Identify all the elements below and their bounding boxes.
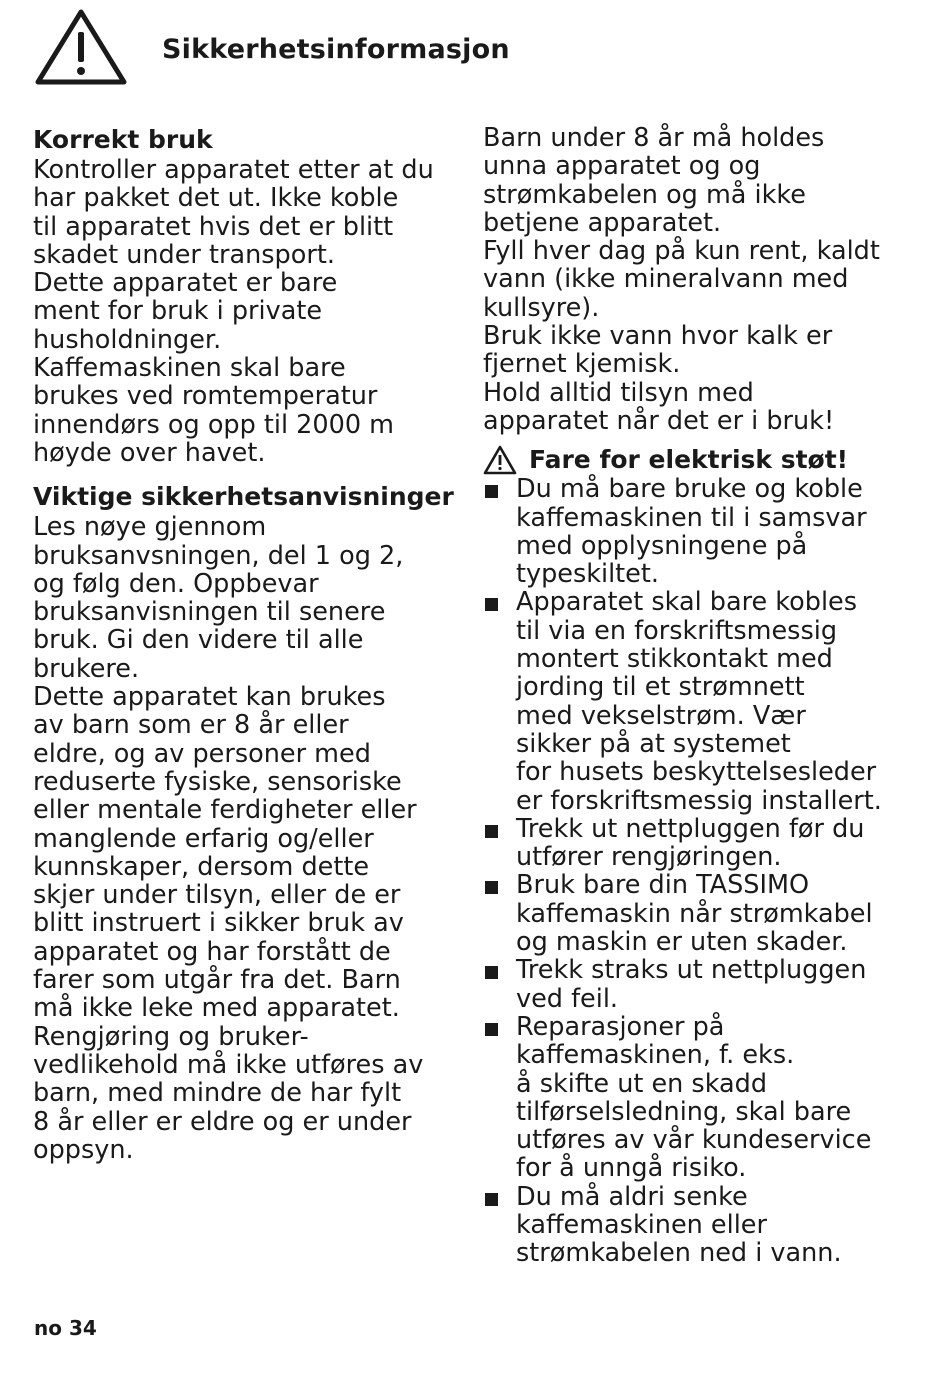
page-number: no 34 xyxy=(34,1316,97,1340)
section-heading-correct-use: Korrekt bruk xyxy=(33,125,213,154)
correct-use-text: Kontroller apparatet etter at du har pakket det ut. Ikke koble til apparatet hvis det er blitt skadet under transport. Dette apparatet er bare ment for bruk i private husholdninger. Kaffemaskinen skal bare brukes ved romtemperatur innendørs og opp til 2000 m høyde over havet. xyxy=(33,155,434,468)
electric-shock-bullet-list xyxy=(483,475,923,1267)
bullet-square-icon xyxy=(483,588,516,814)
list-item: Reparasjoner på kaffemaskinen, f. eks. å skifte ut en skadd tilførselsledning, skal bare utføres av vår kundeservice for å unngå risiko. xyxy=(483,1013,923,1183)
bullet-square-icon xyxy=(483,815,516,872)
page-title: Sikkerhetsinformasjon xyxy=(162,34,510,65)
right-column xyxy=(483,124,923,1268)
bullet-square-icon xyxy=(483,956,516,1013)
section-heading-safety-instructions: Viktige sikkerhetsanvisninger xyxy=(33,482,454,512)
safety-instructions-text: Les nøye gjennom bruksanvsningen, del 1 og 2, og følg den. Oppbevar bruksanvisningen til senere bruk. Gi den videre til alle brukere. Dette apparatet kan brukes av barn som er 8 år eller eldre, og av personer med reduserte fysiske, sensoriske eller mentale ferdigheter eller manglende erfarig og/eller kunnskaper, dersom dette skjer under tilsyn, eller de er blitt instruert i sikker bruk av apparatet og har forstått de farer som utgår fra det. Barn må ikke leke med apparatet. Rengjøring og bruker- vedlikehold må ikke utføres av barn, med mindre de har fylt 8 år eller er eldre og er under oppsyn. xyxy=(33,512,424,1165)
bullet-square-icon xyxy=(483,1183,516,1268)
warning-heading-text: Fare for elektrisk støt! xyxy=(529,445,849,475)
bullet-square-icon xyxy=(483,475,516,588)
list-item: Trekk straks ut nettpluggen ved feil. xyxy=(483,956,923,1013)
list-item: Bruk bare din TASSIMO kaffemaskin når strømkabel og maskin er uten skader. xyxy=(483,871,923,956)
children-water-text: Barn under 8 år må holdes unna apparatet og og strømkabelen og må ikke betjene apparatet. Fyll hver dag på kun rent, kaldt vann (ikke mineralvann med kullsyre). Bruk ikke vann hvor kalk er fjernet kjemisk. Hold alltid tilsyn med apparatet når det er i bruk! xyxy=(483,123,880,436)
list-item: Du må aldri senke kaffemaskinen eller strømkabelen ned i vann. xyxy=(483,1183,923,1268)
warning-icon xyxy=(483,445,517,475)
electric-shock-warning-heading xyxy=(483,445,923,475)
bullet-square-icon xyxy=(483,1013,516,1183)
list-item: Trekk ut nettpluggen før du utfører rengjøringen. xyxy=(483,815,923,872)
warning-triangle-icon xyxy=(34,8,128,86)
list-item: Du må bare bruke og koble kaffemaskinen til i samsvar med opplysningene på typeskiltet. xyxy=(483,475,923,588)
bullet-square-icon xyxy=(483,871,516,956)
left-column xyxy=(33,124,463,1164)
list-item: Apparatet skal bare kobles til via en forskriftsmessig montert stikkontakt med jording til et strømnett med vekselstrøm. Vær sikker på at systemet for husets beskyttelsesleder er forskriftsmessig installert. xyxy=(483,588,923,814)
